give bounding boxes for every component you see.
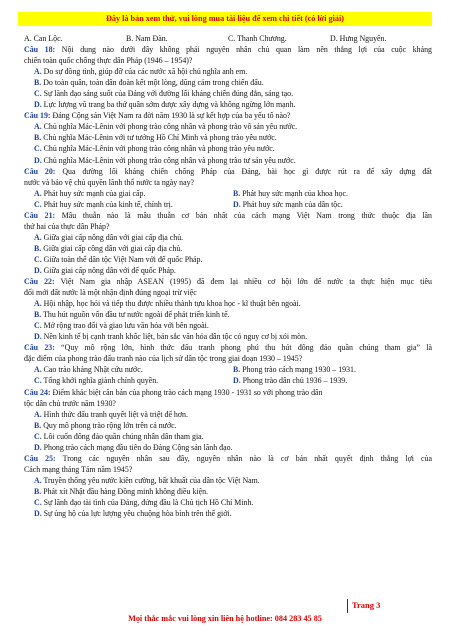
footer-divider [347, 599, 348, 613]
question-25 [24, 453, 432, 464]
option-a: A. Chủ nghĩa Mác-Lênin với phong trào công nhân và phong trào vô sản yêu nước. [34, 122, 298, 132]
question-text-cont: đặc điểm của phong trào đấu tranh nào của lịch sử dân tộc trong giai đoạn 1930 – 1945? [24, 354, 303, 364]
question-label: Câu 19: [24, 111, 51, 121]
option-d: D. Chủ nghĩa Mác-Lênin với phong trào công nhân và phong trào tư sản yêu nước. [34, 155, 296, 165]
option-row [24, 375, 432, 386]
page-number: Trang 3 [352, 600, 381, 610]
question-label: Câu 20: [24, 166, 56, 176]
question-22 [24, 276, 432, 287]
question-label: Câu 21: [24, 210, 56, 220]
question-text: “Quy mô rộng lớn, hình thức đấu tranh phong phú thu hút đông đảo quần chúng tham gia” là [54, 343, 432, 353]
question-text: Đảng Cộng sản Việt Nam ra đời năm 1930 là sự kết hợp của ba yếu tố nào? [50, 111, 291, 121]
preview-banner: Đây là bản xem thử, vui lòng mua tài liệu để xem chi tiết (có lời giải) [18, 12, 432, 26]
option-a: A. Hội nhập, học hỏi và tiếp thu được nhiều thành tựu khoa học - kĩ thuật bên ngoài. [34, 299, 301, 309]
option-a: A. Cao trào kháng Nhật cứu nước. [34, 365, 143, 375]
question-24 [24, 387, 432, 398]
question-text: Trong các nguyên nhân sau đây, nguyên nhân nào là cơ bản nhất quyết định thắng lợi của [55, 453, 432, 463]
option-d: D. Phát huy sức mạnh của dân tộc. [233, 199, 343, 209]
question-label: Câu 24: [24, 387, 51, 397]
question-19 [24, 110, 432, 121]
question-23 [24, 342, 432, 353]
option-d: D. Phong trào dân chủ 1936 – 1939. [233, 376, 348, 386]
option-b: B. Chủ nghĩa Mác-Lênin với tư tưởng Hồ Chí Minh và phong trào yêu nước. [34, 133, 277, 143]
option-b: B. Phát huy sức mạnh của khoa học. [233, 188, 348, 198]
option-row [24, 188, 432, 199]
question-text: Nội dung nào dưới đây không phải nguyên nhân chủ quan làm nên thắng lợi của cuộc kháng [55, 45, 432, 55]
option-c: C. Giữa toàn thể dân tộc Việt Nam với đế quốc Pháp. [34, 254, 203, 264]
option-c: C. Lôi cuốn đông đảo quần chúng nhân dân tham gia. [34, 431, 204, 441]
hotline-footer: Mọi thắc mắc vui lòng xin liên hệ hotline: 084 283 45 85 [128, 614, 322, 623]
question-21 [24, 210, 432, 221]
question-text-cont: nước và bảo vệ chủ quyền lãnh thổ nước ta ngày nay? [24, 177, 195, 187]
option-a: A. Giữa giai cấp nông dân với giai cấp địa chủ. [34, 232, 184, 242]
document-body [24, 33, 432, 519]
previous-question-options [24, 33, 432, 44]
option-b: B. Phong trào cách mạng 1930 – 1931. [233, 365, 356, 375]
option-d: D. Nền kinh tế bị cạnh tranh khốc liệt, bản sắc văn hóa dân tộc có nguy cơ bị xói mòn. [34, 332, 308, 342]
question-text-cont: Cách mạng tháng Tám năm 1945? [24, 464, 133, 474]
option-a: A. Can Lộc. [24, 34, 63, 43]
question-20 [24, 166, 432, 177]
option-d: D. Lực lượng vũ trang ba thứ quân sớm được xây dựng và không ngừng lớn mạnh. [34, 100, 296, 110]
question-label: Câu 18: [24, 45, 56, 55]
option-d: D. Giữa giai cấp nông dân với đế quốc Pháp. [34, 265, 176, 275]
option-a: A. Truyền thống yêu nước kiên cường, bất khuất của dân tộc Việt Nam. [34, 475, 260, 485]
question-text-cont: đổi mới đất nước là một nhận định đúng ngoại trừ việc [24, 288, 197, 298]
option-c: C. Thanh Chương. [228, 34, 287, 43]
option-d: D. Sự ủng hộ của lực lượng yêu chuộng hòa bình trên thế giới. [34, 509, 232, 519]
question-text-cont: tộc dân chủ trước năm 1930? [24, 398, 116, 408]
question-text-cont: thứ hai của thực dân Pháp? [24, 221, 110, 231]
question-text-cont: chiến toàn quốc chống thực dân Pháp (1946 – 1954)? [24, 56, 193, 66]
option-c: C. Chủ nghĩa Mác-Lênin với phong trào công nhân và phong trào yêu nước. [34, 144, 275, 154]
option-row [24, 199, 432, 210]
question-label: Câu 25: [24, 453, 56, 463]
option-c: C. Sự lãnh đạo tài tình của Đảng, đứng đầu là Chủ tịch Hồ Chí Minh. [34, 497, 254, 507]
option-a: A. Hình thức đấu tranh quyết liệt và triệt để hơn. [34, 409, 188, 419]
question-text: Mâu thuẫn nào là mâu thuẫn cơ bản nhất của cách mạng Việt Nam trong thức thuộc địa lần [55, 210, 432, 220]
option-b: B. Nam Đàn. [126, 34, 168, 43]
question-text: Qua đường lối kháng chiến chống Pháp của Đảng, bài học gì được rút ra để xây dựng đất [55, 166, 432, 176]
option-b: B. Giữa giai cấp công dân với giai cấp địa chủ. [34, 243, 183, 253]
question-text: Điểm khác biệt căn bản của phong trào cách mạng 1930 - 1931 so với phong trào dân [50, 387, 323, 397]
option-d: D. Phong trào cách mạng đầu tiên do Đảng Cộng sản lãnh đạo. [34, 442, 233, 452]
question-18 [24, 44, 432, 55]
question-text: Việt Nam gia nhập ASEAN (1995) đã đem lại nhiều cơ hội lớn để nước ta thực hiện mục tiêu [54, 277, 432, 287]
option-b: B. Phát xít Nhật đầu hàng Đồng minh không điều kiện. [34, 486, 209, 496]
option-c: C. Mở rộng trao đổi và giao lưu văn hóa với bên ngoài. [34, 321, 209, 331]
option-row [24, 364, 432, 375]
option-d: D. Hưng Nguyên. [330, 34, 387, 43]
option-b: B. Thu hút nguồn vốn đầu tư nước ngoài để phát triển kinh tế. [34, 310, 230, 320]
option-b: B. Quy mô phong trào rộng lớn trên cả nước. [34, 420, 177, 430]
option-b: B. Do toàn quân, toàn dân đoàn kết một lòng, dũng cảm trong chiến đấu. [34, 78, 264, 88]
question-label: Câu 22: [24, 277, 55, 287]
question-label: Câu 23: [24, 343, 55, 353]
option-a: A. Do sự đồng tình, giúp đỡ của các nước xã hội chủ nghĩa anh em. [34, 67, 248, 77]
option-a: A. Phát huy sức mạnh của giai cấp. [34, 188, 146, 198]
option-c: C. Sự lãnh đạo sáng suốt của Đảng với đường lối kháng chiến đúng đắn, sáng tạo. [34, 89, 294, 99]
option-c: C. Tổng khởi nghĩa giành chính quyền. [34, 376, 159, 386]
option-c: C. Phát huy sức mạnh của kinh tế, chính trị. [34, 199, 173, 209]
